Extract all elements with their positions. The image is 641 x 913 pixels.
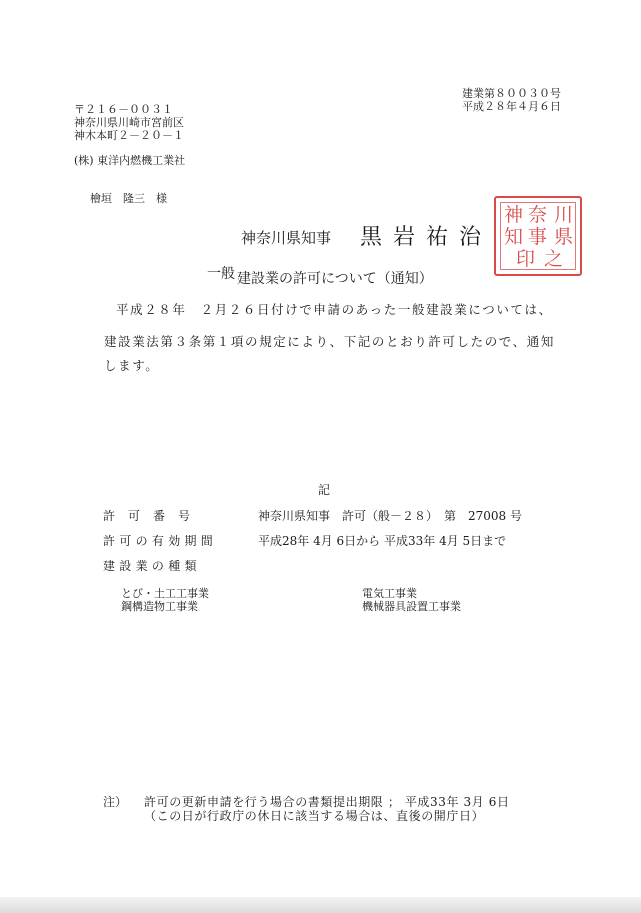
seal-char: 印: [516, 248, 536, 270]
scan-bottom-edge: [0, 897, 641, 913]
note-label: 注）: [103, 795, 128, 809]
seal-char: 知: [504, 226, 524, 248]
address-line-2: 神木本町２－２０－１: [74, 129, 184, 142]
subject-title: 建設業の許可について（通知）: [237, 271, 433, 287]
issuer-title: 神奈川県知事: [241, 229, 332, 247]
body-line-1: 平成２８年 ２月２６日付けで申請のあった一般建設業については、: [116, 302, 553, 317]
construction-type-item: 電気工事業: [362, 587, 417, 600]
validity-label: 許可の有効期間: [103, 534, 218, 548]
document-date: 平成２８年４月６日: [462, 100, 561, 113]
seal-char: 之: [544, 248, 564, 270]
construction-type-item: とび・土工工事業: [121, 587, 209, 600]
permit-number-value: 神奈川県知事 許可（般－２８） 第 27008 号: [258, 509, 522, 523]
construction-type-item: 鋼構造物工事業: [121, 600, 198, 613]
body-line-2: 建設業法第３条第１項の規定により、下記のとおり許可したので、通知: [104, 334, 555, 349]
postal-code: 〒２１６－００３１: [74, 103, 173, 116]
seal-char: 川: [554, 204, 574, 226]
permit-number-label: 許可番号: [103, 509, 204, 523]
official-seal: [494, 196, 582, 276]
record-heading: 記: [318, 483, 331, 497]
seal-char: 神: [504, 204, 524, 226]
subject-prefix: 一般: [207, 266, 235, 282]
note-line-1: 許可の更新申請を行う場合の書類提出期限 ； 平成33年 3月 6日: [144, 795, 510, 809]
company-name: (株) 東洋内燃機工業社: [74, 154, 186, 167]
document-number: 建業第８００３０号: [462, 87, 561, 100]
recipient-name: 檜垣 隆三 様: [90, 192, 167, 205]
issuer-name: 黒岩祐治: [360, 225, 493, 250]
address-line-1: 神奈川県川崎市宮前区: [74, 116, 184, 129]
construction-type-item: 機械器具設置工事業: [362, 600, 461, 613]
seal-char: 事: [528, 226, 548, 248]
seal-char: 奈: [528, 204, 548, 226]
construction-types-label: 建設業の種類: [103, 559, 201, 573]
validity-value: 平成28年 4月 6日から 平成33年 4月 5日まで: [258, 534, 507, 548]
note-line-2: （この日が行政庁の休日に該当する場合は、直後の開庁日）: [144, 809, 485, 823]
seal-char: 県: [554, 226, 574, 248]
body-line-3: します。: [104, 358, 160, 373]
